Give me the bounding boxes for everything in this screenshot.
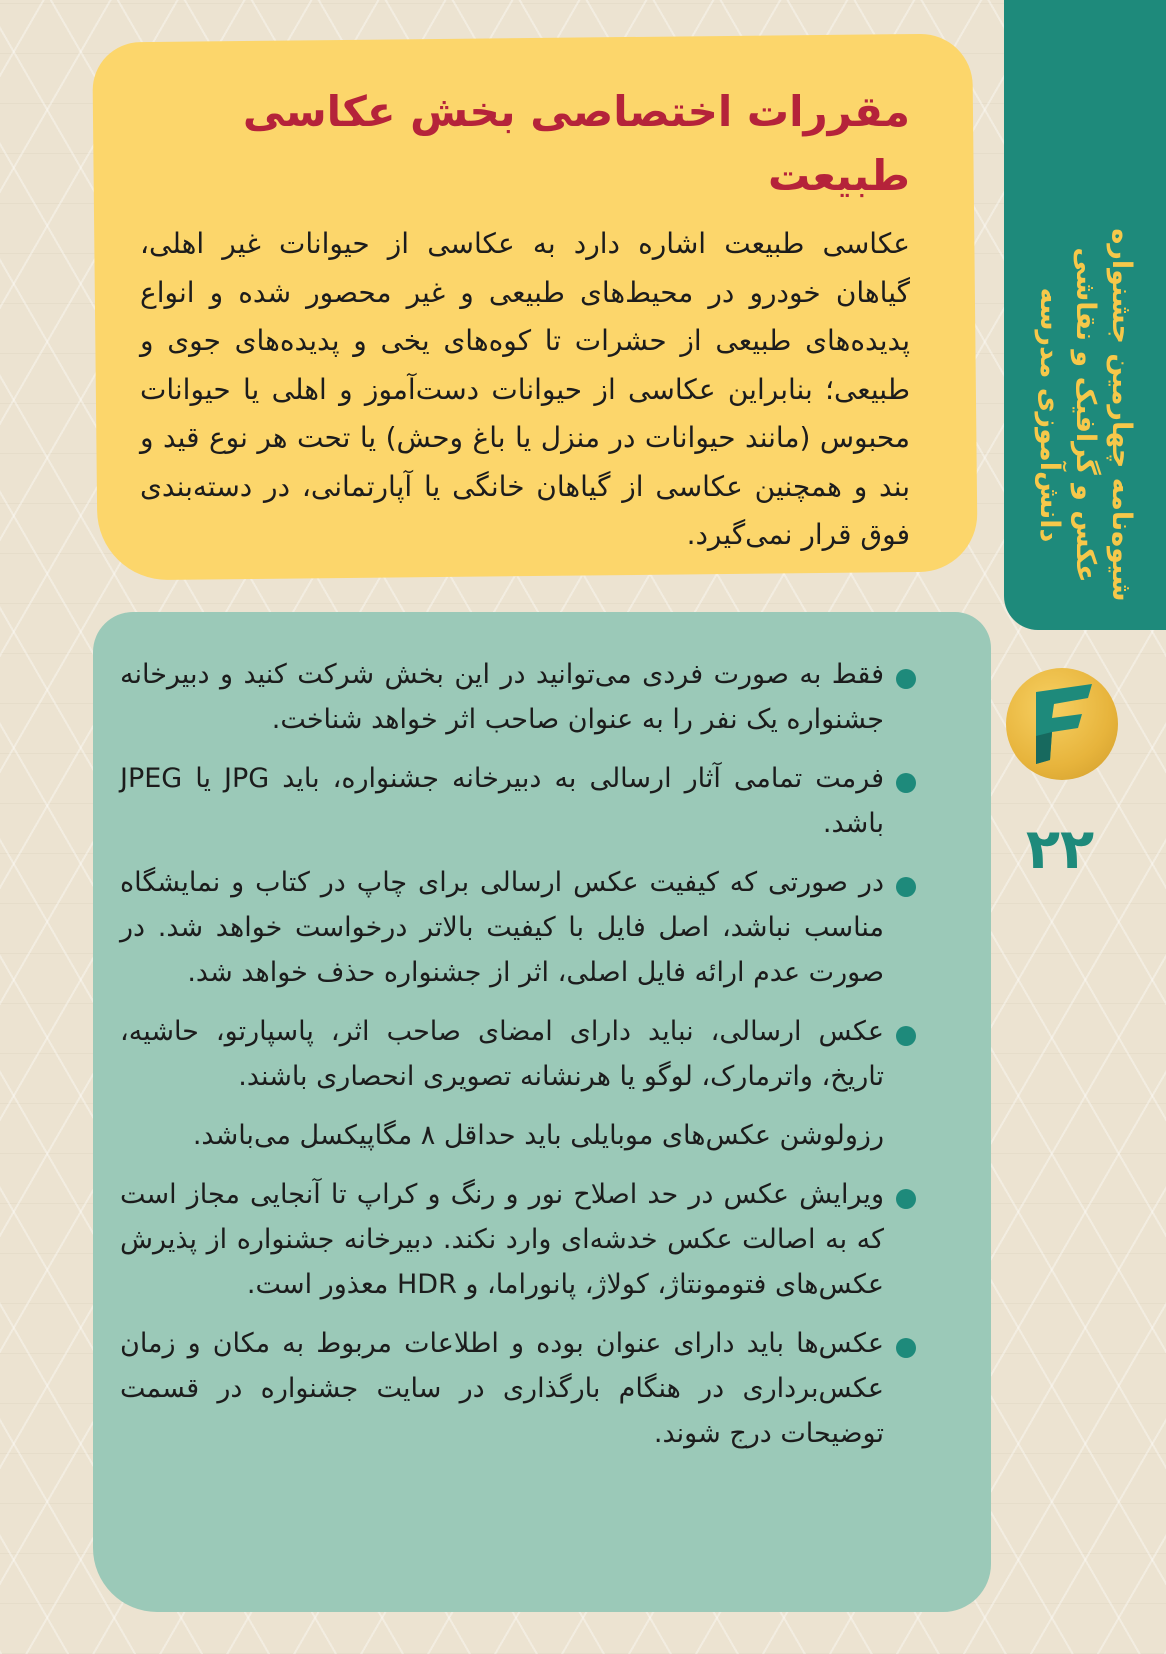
rule-text: عکس‌ها باید دارای عنوان بوده و اطلاعات مربوط به مکان و زمان عکس‌برداری در هنگام بارگذاری در سایت جشنواره در قسمت توضیحات درج شوند.	[120, 1328, 884, 1449]
rule-item	[120, 1113, 912, 1158]
rules-content	[120, 652, 912, 1470]
side-tab-line-3: دانش‌آموزی مدرسه	[1034, 287, 1065, 543]
rule-text: فقط به صورت فردی می‌توانید در این بخش شرکت کنید و دبیرخانه جشنواره یک نفر را به عنوان صاحب اثر خواهد شناخت.	[120, 659, 884, 735]
bullet-dot-icon	[896, 669, 916, 689]
intro-paragraph: عکاسی طبیعت اشاره دارد به عکاسی از حیوانات غیر اهلی، گیاهان خودرو در محیط‌های طبیعی و غیر محصور شده و انواع پدیده‌های طبیعی از حشرات تا کوه‌های یخی و پدیده‌های جوی و طبیعی؛ بنابراین عکاسی از حیوانات دست‌آموز و اهلی یا حیوانات محبوس (مانند حیوانات در منزل یا باغ وحش) یا تحت هر نوع قید و بند و همچنین عکاسی از گیاهان خانگی یا آپارتمانی، در دسته‌بندی فوق قرار نمی‌گیرد.	[140, 227, 910, 551]
rule-item	[120, 756, 912, 846]
rule-item	[120, 1009, 912, 1099]
bullet-dot-icon	[896, 773, 916, 793]
festival-logo-shape	[1006, 668, 1118, 780]
rule-text: در صورتی که کیفیت عکس ارسالی برای چاپ در کتاب و نمایشگاه مناسب نباشد، اصل فایل با کیفیت بالاتر درخواست خواهد شد. در صورت عدم ارائه فایل اصلی، اثر از جشنواره حذف خواهد شد.	[120, 867, 884, 988]
bullet-dot-icon	[896, 877, 916, 897]
bullet-dot-icon	[896, 1189, 916, 1209]
rule-text: فرمت تمامی آثار ارسالی به دبیرخانه جشنواره، باید JPG یا JPEG باشد.	[120, 763, 885, 839]
page-number: ۲۲	[1025, 817, 1095, 882]
rule-item	[120, 1321, 912, 1456]
bullet-dot-icon	[896, 1338, 916, 1358]
rule-item	[120, 860, 912, 995]
side-tab-line-1: شیوه‌نامه چهارمین جشنواره	[1106, 228, 1137, 602]
side-tab	[1004, 0, 1166, 630]
bullet-dot-icon	[896, 1026, 916, 1046]
rule-item	[120, 1172, 912, 1307]
section-title: مقررات اختصاصی بخش عکاسی طبیعت	[242, 87, 910, 200]
side-tab-line-2: عکس و گرافیک و نقاشی	[1070, 247, 1101, 583]
nature-intro-content	[140, 80, 910, 560]
rules-list	[120, 652, 912, 1456]
rule-text: عکس ارسالی، نباید دارای امضای صاحب اثر، پاسپارتو، حاشیه، تاریخ، واترمارک، لوگو یا هرنشانه تصویری انحصاری باشند.	[120, 1016, 884, 1092]
rule-item	[120, 652, 912, 742]
side-tab-text	[1031, 135, 1139, 630]
rule-text: رزولوشن عکس‌های موبایلی باید حداقل ۸ مگاپیکسل می‌باشد.	[192, 1120, 884, 1151]
festival-logo-icon	[1006, 668, 1118, 780]
rule-text: ویرایش عکس در حد اصلاح نور و رنگ و کراپ تا آنجایی مجاز است که به اصالت عکس خدشه‌ای وارد نکند. دبیرخانه جشنواره از پذیرش عکس‌های فتومونتاژ، کولاژ، پانوراما، و HDR معذور است.	[120, 1179, 884, 1300]
